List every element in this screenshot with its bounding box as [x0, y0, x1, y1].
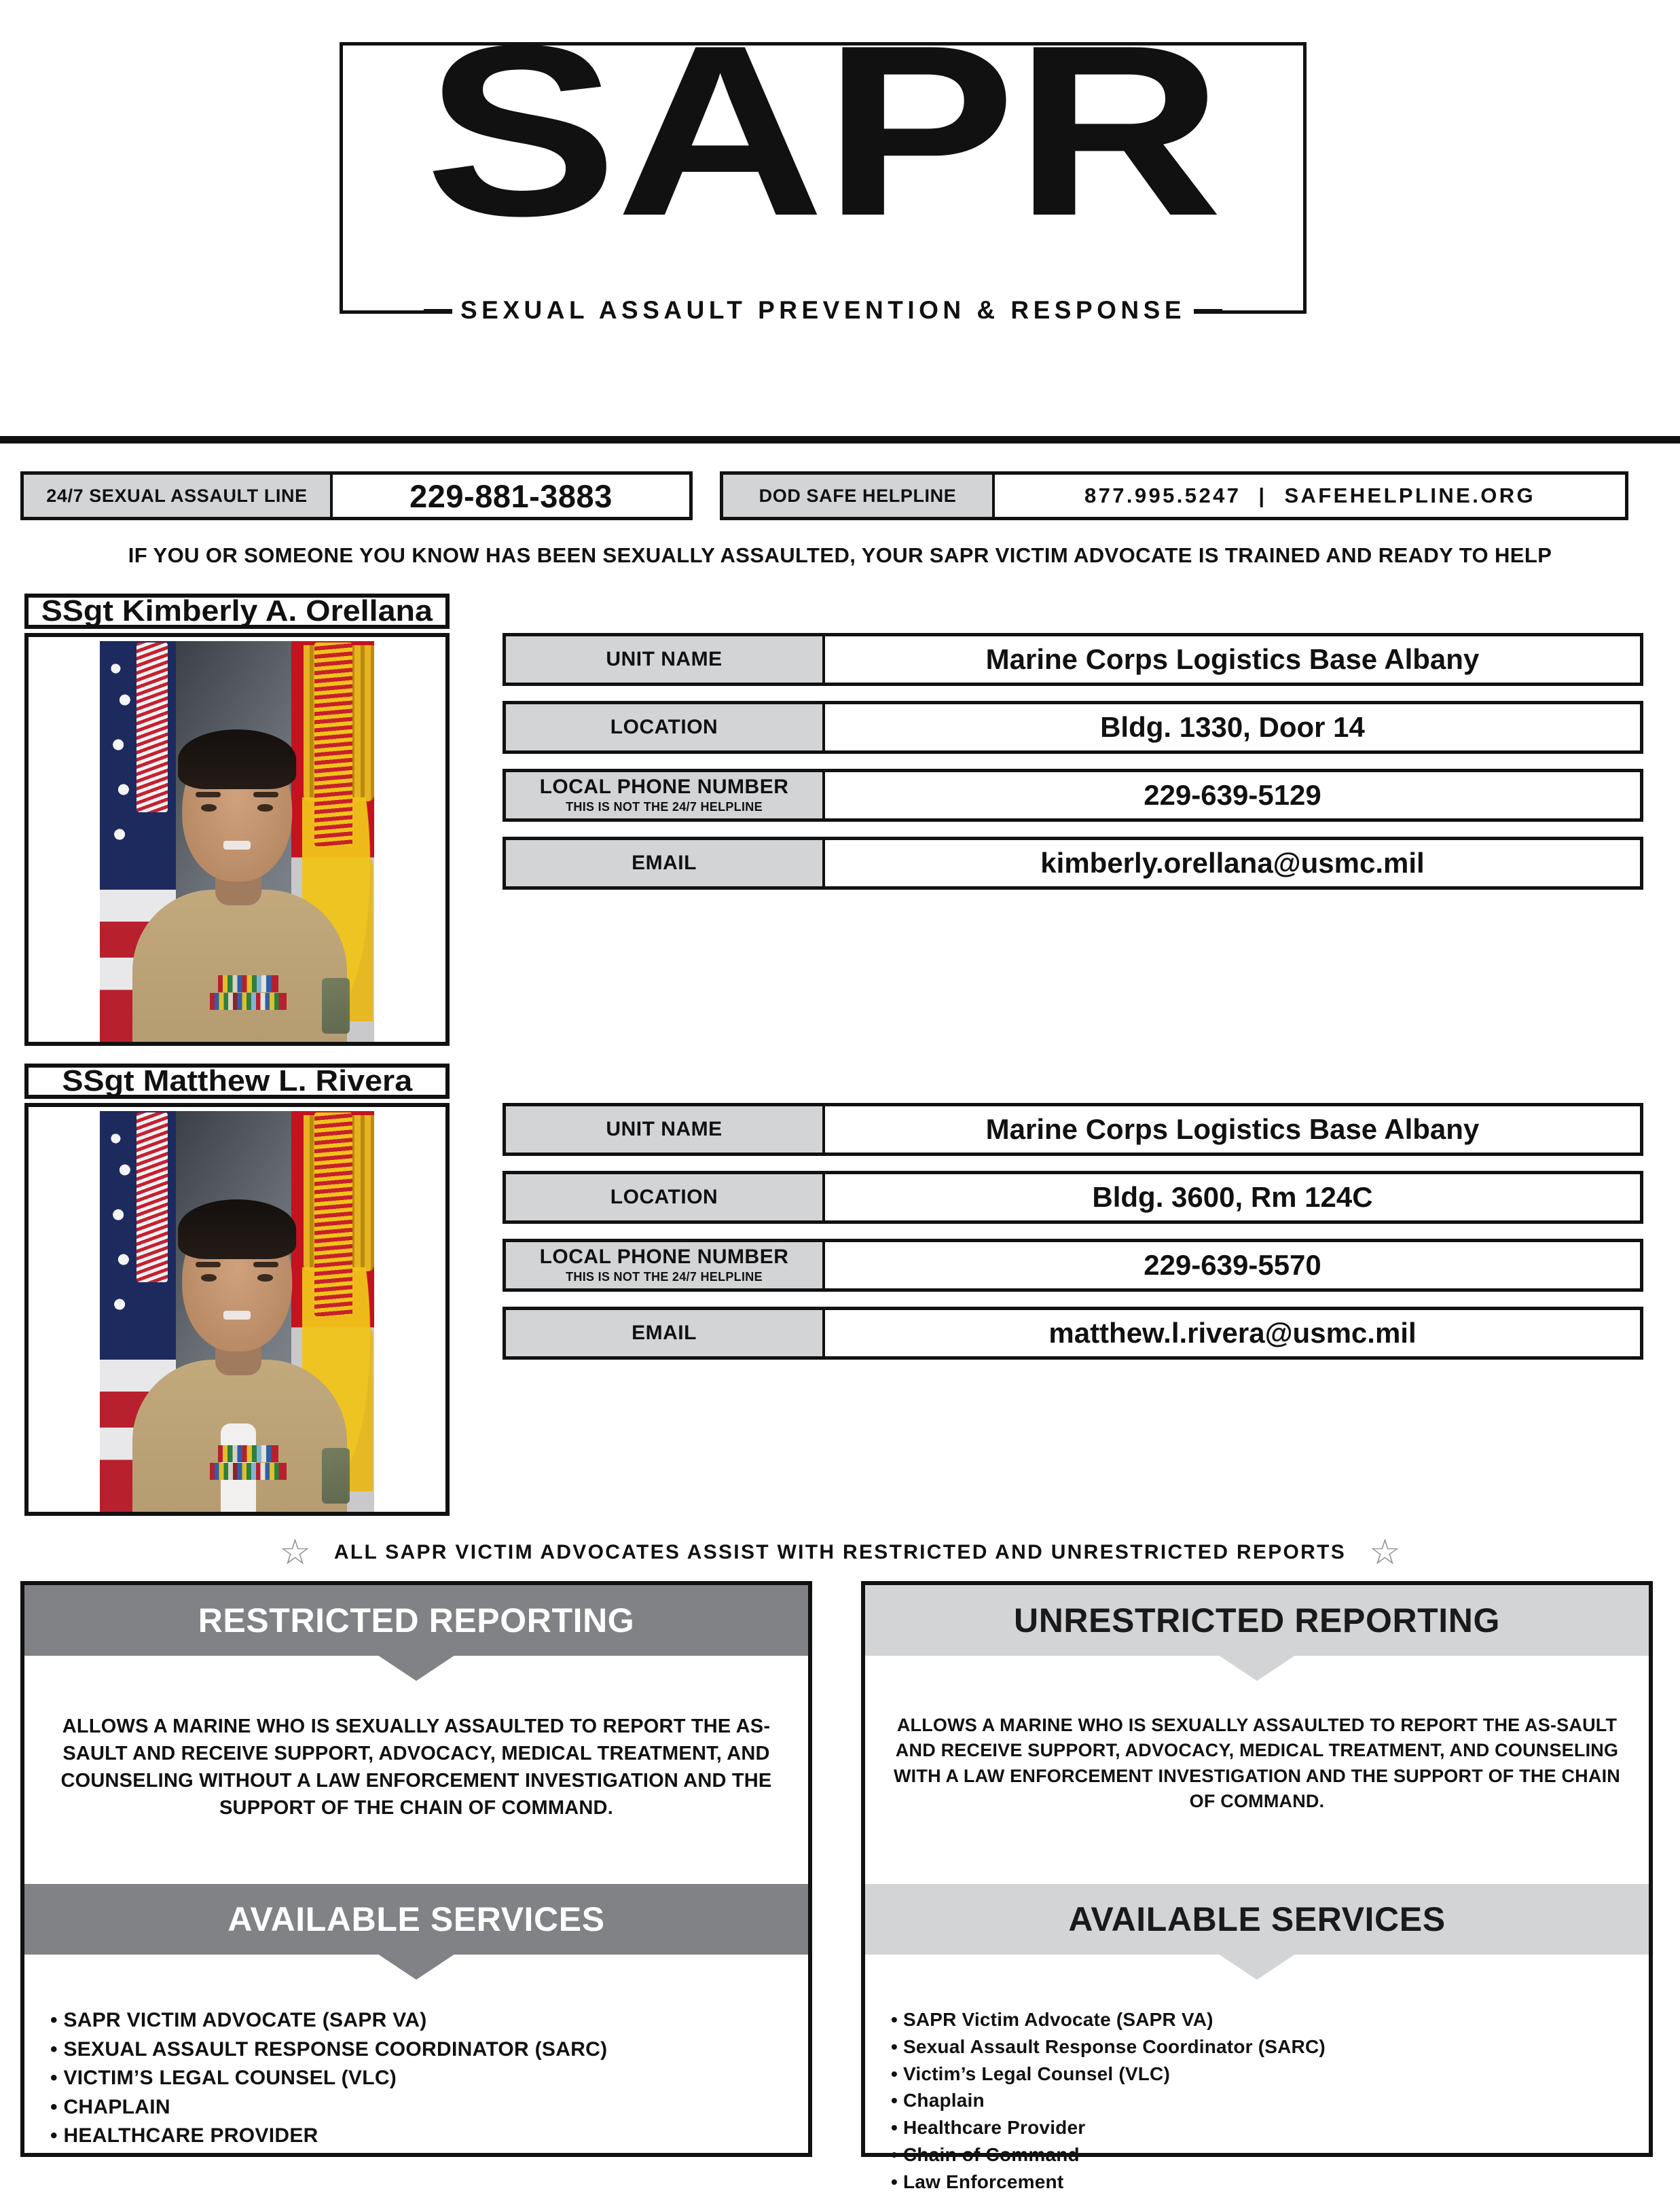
restricted-description: ALLOWS A MARINE WHO IS SEXUALLY ASSAULTED TO REPORT THE AS-SAULT AND RECEIVE SUPPORT, ADVOCACY, MEDICAL TREATMENT, AND COUNSELING WITHOUT A LAW ENFORCEMENT INVESTIGATION AND THE SUPPORT OF THE CHAIN OF COMMAND.: [24, 1656, 808, 1821]
field-value-unit-name: Marine Corps Logistics Base Albany: [825, 636, 1640, 683]
field-key-local-phone-number: [506, 1242, 825, 1288]
field-key-location: [506, 1174, 825, 1220]
table-row: [503, 837, 1643, 890]
advocate-2-photo-frame: [24, 1103, 450, 1516]
advocate-1-portrait-photo: [100, 641, 374, 1042]
star-icon: ☆: [279, 1535, 311, 1570]
list-item: • VICTIM’S LEGAL COUNSEL (VLC): [50, 2064, 795, 2093]
unrestricted-services-list: [891, 2006, 1635, 2195]
eye-left: [201, 1274, 216, 1282]
ribbon-rack-lower: [210, 1463, 287, 1480]
field-key-unit-name: [506, 636, 825, 683]
ribbon-rack-lower: [210, 993, 287, 1010]
eyebrow-right: [253, 1262, 278, 1267]
key-main-label: LOCATION: [610, 1186, 718, 1208]
list-item: • HEALTHCARE PROVIDER: [50, 2122, 795, 2151]
eyebrow-left: [196, 792, 220, 797]
dod-safe-helpline-values: [995, 475, 1625, 517]
star-banner-text: ALL SAPR VICTIM ADVOCATES ASSIST WITH RESTRICTED AND UNRESTRICTED REPORTS: [334, 1541, 1346, 1564]
table-row: [503, 1171, 1643, 1224]
restricted-services-list: [50, 2006, 795, 2151]
key-main-label: UNIT NAME: [606, 649, 722, 670]
hotline-box-24-7: [20, 471, 693, 520]
sapr-subtitle: SEXUAL ASSAULT PREVENTION & RESPONSE: [452, 296, 1194, 325]
eyebrow-left: [196, 1262, 220, 1267]
value-separator: |: [1241, 484, 1284, 508]
list-item: • Law Enforcement: [891, 2169, 1635, 2195]
table-row: [503, 701, 1643, 754]
panel-unrestricted-reporting: [861, 1581, 1653, 2157]
restricted-services-title: AVAILABLE SERVICES: [227, 1902, 604, 1936]
list-item: • Healthcare Provider: [891, 2114, 1635, 2141]
key-main-label: LOCAL PHONE NUMBER: [540, 1246, 789, 1268]
list-item: • Sexual Assault Response Coordinator (SARC): [891, 2033, 1635, 2061]
field-key-email: [506, 1310, 825, 1356]
eyebrow-right: [253, 792, 278, 797]
list-item: • SEXUAL ASSAULT RESPONSE COORDINATOR (SARC): [50, 2035, 795, 2065]
shoulder-patch: [322, 1448, 349, 1504]
hotline-row: [20, 471, 1653, 520]
shoulder-patch: [322, 978, 349, 1034]
sapr-logo-block: [340, 42, 1307, 314]
unrestricted-services-band-wrap: [865, 1884, 1649, 1955]
field-value-email[interactable]: kimberly.orellana@usmc.mil: [825, 840, 1640, 886]
mouth: [223, 1311, 251, 1319]
poster-tagline: IF YOU OR SOMEONE YOU KNOW HAS BEEN SEXUALLY ASSAULTED, YOUR SAPR VICTIM ADVOCATE IS TRAINED AND READY TO HELP: [0, 543, 1680, 568]
eye-right: [257, 1274, 272, 1282]
rule-right-divider: [1194, 309, 1222, 312]
table-row: [503, 1307, 1643, 1360]
key-sub-label: THIS IS NOT THE 24/7 HELPLINE: [566, 800, 763, 814]
restricted-title-band: [24, 1585, 808, 1656]
list-item: • Chain of Command: [891, 2141, 1635, 2169]
table-row: [503, 633, 1643, 686]
sapr-subtitle-band: [339, 295, 1307, 326]
field-value-email[interactable]: matthew.l.rivera@usmc.mil: [825, 1310, 1640, 1356]
reporting-panels: [20, 1581, 1653, 2157]
hair: [178, 1199, 296, 1260]
ribbon-rack-upper: [218, 975, 278, 992]
advocate-1-info-table: [503, 633, 1643, 890]
star-icon: ☆: [1369, 1535, 1401, 1570]
field-key-location: [506, 704, 825, 750]
unrestricted-title: UNRESTRICTED REPORTING: [1014, 1603, 1500, 1637]
advocate-2-name: SSgt Matthew L. Rivera: [62, 1066, 412, 1096]
restricted-services-band: [24, 1884, 808, 1955]
field-key-unit-name: [506, 1106, 825, 1153]
sapr-wordmark: SAPR: [218, 9, 1428, 252]
hotline-24-7-label: 24/7 SEXUAL ASSAULT LINE: [24, 475, 333, 517]
field-value-local-phone-number[interactable]: 229-639-5129: [825, 772, 1640, 818]
advocate-2-nameplate: [24, 1064, 450, 1099]
field-value-location: Bldg. 3600, Rm 124C: [825, 1174, 1640, 1220]
list-item: • Chaplain: [891, 2087, 1635, 2114]
table-row: [503, 1103, 1643, 1156]
key-main-label: UNIT NAME: [606, 1119, 722, 1140]
eye-right: [257, 804, 272, 812]
list-item: • Victim’s Legal Counsel (VLC): [891, 2061, 1635, 2088]
list-item: • CHAPLAIN: [50, 2093, 795, 2122]
list-item: • SAPR VICTIM ADVOCATE (SAPR VA): [50, 2006, 795, 2035]
key-main-label: LOCAL PHONE NUMBER: [540, 776, 789, 798]
advocate-2-figure: [100, 1111, 374, 1512]
service-uniform-shoulders: [132, 890, 346, 1042]
hotline-24-7-number[interactable]: 229-881-3883: [333, 475, 689, 517]
star-banner: [0, 1534, 1680, 1572]
advocate-2-portrait-photo: [100, 1111, 374, 1512]
unrestricted-services-band: [865, 1884, 1649, 1955]
key-main-label: EMAIL: [632, 1322, 697, 1344]
eye-left: [201, 804, 216, 812]
advocate-1-figure: [100, 641, 374, 1042]
table-row: [503, 769, 1643, 822]
key-main-label: EMAIL: [632, 852, 697, 874]
header-divider: [0, 436, 1680, 443]
key-sub-label: THIS IS NOT THE 24/7 HELPLINE: [566, 1270, 763, 1284]
unrestricted-title-band: [865, 1585, 1649, 1656]
mouth: [223, 841, 251, 849]
list-item: • SAPR Victim Advocate (SAPR VA): [891, 2006, 1635, 2033]
hotline-box-dod-safe-helpline: [720, 471, 1628, 520]
key-main-label: LOCATION: [610, 716, 718, 738]
table-row: [503, 1239, 1643, 1292]
field-value-unit-name: Marine Corps Logistics Base Albany: [825, 1106, 1640, 1153]
restricted-title: RESTRICTED REPORTING: [198, 1603, 635, 1637]
advocate-1-nameplate: [24, 594, 450, 629]
field-value-local-phone-number[interactable]: 229-639-5570: [825, 1242, 1640, 1288]
advocate-1-photo-frame: [24, 633, 450, 1046]
ribbon-rack-upper: [218, 1445, 278, 1462]
hair: [178, 729, 296, 790]
unrestricted-services-title: AVAILABLE SERVICES: [1068, 1902, 1445, 1936]
dod-safe-helpline-website[interactable]: SAFEHELPLINE.ORG: [1284, 484, 1535, 508]
field-key-local-phone-number: [506, 772, 825, 818]
rule-left-divider: [424, 309, 452, 312]
field-key-email: [506, 840, 825, 886]
advocate-2-info-table: [503, 1103, 1643, 1360]
advocate-1-name: SSgt Kimberly A. Orellana: [41, 596, 433, 626]
panel-restricted-reporting: [20, 1581, 812, 2157]
dod-safe-helpline-label: DOD SAFE HELPLINE: [723, 475, 995, 517]
unrestricted-description: ALLOWS A MARINE WHO IS SEXUALLY ASSAULTED TO REPORT THE AS-SAULT AND RECEIVE SUPPORT, ADVOCACY, MEDICAL TREATMENT, AND COUNSELING WITH A LAW ENFORCEMENT INVESTIGATION AND THE SUPPORT OF THE CHAIN OF COMMAND.: [865, 1656, 1649, 1814]
restricted-services-band-wrap: [24, 1884, 808, 1955]
field-value-location: Bldg. 1330, Door 14: [825, 704, 1640, 750]
dod-safe-helpline-phone[interactable]: 877.995.5247: [1084, 484, 1241, 508]
